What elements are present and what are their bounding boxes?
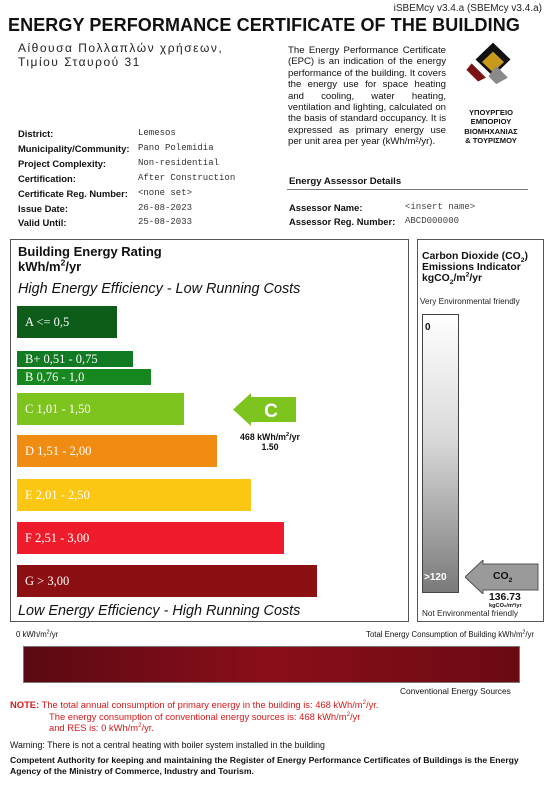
assessor-divider [287,189,528,190]
note-line-1: NOTE: The total annual consumption of primary energy in the building is: 468 kWh/$m^2/yr$. [10,698,379,710]
rating-unit: kWh/$m^2/yr$ [18,257,82,274]
address-line-1: Αίθουσα Πολλαπλών χρήσεων, [18,41,224,55]
co2-scale-min: 0 [425,322,431,333]
current-rating-value [228,432,312,452]
co2-arrow-label: $CO_2$ [493,571,513,585]
co2-value: 136.73 [489,592,521,603]
software-version: iSBEMcy v3.4.a (SBEMcy v3.4.a) [393,3,542,14]
band-c: C 1,01 - 1,50 [17,393,184,425]
ministry-logo-icon [452,40,534,110]
reg-number-value: <none set> [138,188,193,198]
issue-date-label: Issue Date: [18,203,69,214]
co2-bottom-label: Not Environmental friendly [422,609,519,618]
issue-date-value: 26-08-2023 [138,203,193,213]
district-value: Lemesos [138,128,176,138]
co2-scale-max: >120 [424,572,447,583]
assessor-heading: Energy Assessor Details [289,176,402,187]
high-efficiency-text: High Energy Efficiency - Low Running Costs [18,281,301,297]
certification-label: Certification: [18,173,76,184]
current-rating-ratio: 1.50 [261,442,279,452]
certification-value: After Construction [138,173,236,183]
consumption-scale-min: 0 kWh/$m^2/yr$ [16,629,59,639]
intro-text: The Energy Performance Certificate (EPC) is an indication of the energy performance of the building. It covers the energy use for space heating and cooling, water heating, ventilation and lighting, calculated on the basis of standard occupancy. It is expressed as primary energy use per unit area per year (kWh/m²/yr). [288,45,446,148]
warning-text: Warning: There is not a central heating with boiler system installed in the building [10,740,325,750]
municipality-label: Municipality/Community: [18,143,130,154]
note-line-3: and RES is: 0 kWh/$m^2/yr$. [49,722,154,734]
valid-until-value: 25-08-2033 [138,217,193,227]
ministry-name [447,108,535,146]
note-block [10,699,379,734]
band-b: B 0,76 - 1,0 [17,369,151,385]
consumption-scale-title: Total Energy Consumption of Building kWh/$m^2/yr$ [366,629,534,639]
authority-text: Competent Authority for keeping and maintaining the Register of Energy Performance Certificates of Buildings is the Energy Agency of the Ministry of Commerce, Industry and Tourism. [10,755,519,777]
rating-title [18,244,162,274]
band-d: D 1,51 - 2,00 [17,435,217,467]
current-rating-arrow [233,393,297,426]
address-line-2: Τιμίου Σταυρού 31 [18,55,141,69]
assessor-name-label: Assessor Name: [289,202,363,213]
district-label: District: [18,128,54,139]
assessor-name-value: <insert name> [405,202,476,212]
ministry-line-3: ΒΙΟΜΗΧΑΝΙΑΣ [464,126,518,136]
municipality-value: Pano Polemidia [138,143,214,153]
co2-title-line-1: Carbon Dioxide $(CO_2)$ [422,251,528,265]
rating-title-line-1: Building Energy Rating [18,244,162,259]
complexity-value: Non-residential [138,158,220,168]
current-rating-letter: C [264,401,278,422]
band-e: E 2,01 - 2,50 [17,479,251,511]
ministry-line-1: ΥΠΟΥΡΓΕΙΟ [468,108,514,117]
assessor-reg-label: Assessor Reg. Number: [289,216,396,227]
reg-number-label: Certificate Reg. Number: [18,188,128,199]
co2-title-line-3: $kgCO_2/m^2/yr$ [422,271,483,287]
ministry-line-2: ΕΜΠΟΡΙΟΥ [470,117,512,127]
assessor-reg-value: ABCD000000 [405,216,460,226]
consumption-bar [23,646,520,683]
co2-gradient-bar [422,314,459,593]
ministry-line-4: & ΤΟΥΡΙΣΜΟΥ [465,136,517,146]
low-efficiency-text: Low Energy Efficiency - High Running Costs [18,603,301,619]
band-g: G > 3,00 [17,565,317,597]
co2-title-line-2: Emissions Indicator [422,262,521,274]
current-rating-kwh: 468 kWh/$m^2/yr$ [240,432,300,442]
co2-title [422,251,528,285]
page-title: ENERGY PERFORMANCE CERTIFICATE OF THE BUILDING [8,15,520,35]
band-a: A <= 0,5 [17,306,117,338]
co2-top-label: Very Environmental friendly [420,297,520,306]
complexity-label: Project Complexity: [18,158,107,169]
valid-until-label: Valid Until: [18,217,67,228]
band-b-plus: B+ 0,51 - 0,75 [17,351,133,367]
band-f: F 2,51 - 3,00 [17,522,284,554]
conventional-sources-label: Conventional Energy Sources [400,686,511,696]
co2-unit: kgCO₂/m²/yr [489,603,522,609]
note-line-2: The energy consumption of conventional energy sources is: 468 kWh/$m^2/yr$ [49,710,361,722]
